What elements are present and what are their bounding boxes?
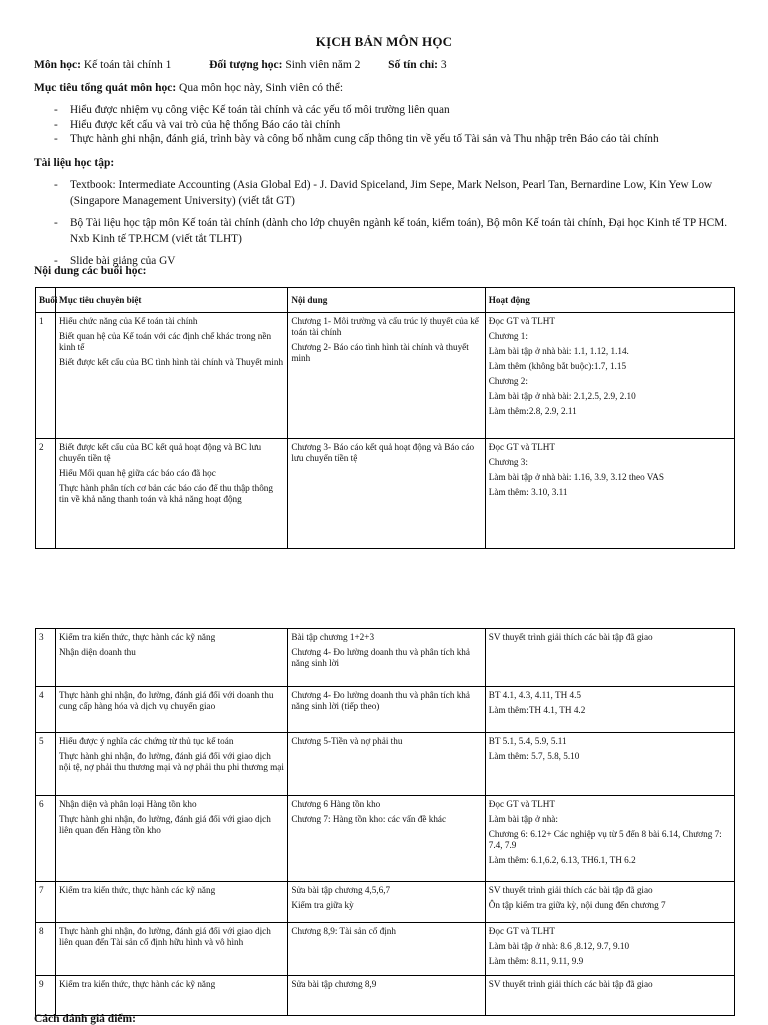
table-row — [36, 733, 735, 796]
activity-line: SV thuyết trình giải thích các bài tập đã giao — [488, 632, 653, 642]
activity-line: Đọc GT và TLHT — [488, 926, 556, 936]
activity-line: Đọc GT và TLHT — [488, 442, 556, 452]
goal-item: - Hiểu được nhiệm vụ công việc Kế toán tài chính và các yếu tố môi trường liên quan — [70, 103, 659, 118]
activity-line: Chương 6: 6.12+ Các nghiệp vụ từ 5 đến 8 bài 6.14, Chương 7: 7.4, 7.9 — [488, 829, 722, 850]
header-objective: Mục tiêu chuyên biệt — [56, 288, 288, 313]
activity-line: Làm bài tập ở nhà bài: 2.1,2.5, 2.9, 2.10 — [488, 391, 636, 401]
objective-line: Thực hành ghi nhận, đo lường, đánh giá đối với giao dịch liên quan đến Hàng tồn kho — [59, 814, 271, 835]
objective-line: Biết được kết cấu của BC kết quả hoạt động và BC lưu chuyển tiền tệ — [59, 442, 262, 463]
material-item: - Slide bài giảng của GV — [70, 253, 740, 269]
sessions-label: Nội dung các buổi học: — [34, 265, 147, 277]
content-cell — [288, 313, 485, 439]
header-activity: Hoạt động — [485, 288, 734, 313]
table-row — [36, 313, 735, 439]
materials-heading — [34, 157, 114, 169]
activity-line: Chương 2: — [488, 376, 528, 386]
audience-label: Đối tượng học — [209, 59, 279, 71]
goals-label: Mục tiêu tổng quát môn học: — [34, 82, 177, 94]
activity-cell — [485, 687, 734, 733]
activity-cell — [485, 313, 734, 439]
credits-value: 3 — [440, 59, 447, 71]
activity-line: SV thuyết trình giải thích các bài tập đã giao — [488, 885, 653, 895]
activity-line: Đọc GT và TLHT — [488, 316, 556, 326]
table-row — [36, 882, 735, 923]
subject-label: Môn học — [34, 59, 78, 71]
activity-line: Chương 3: — [488, 457, 528, 467]
session-number: 6 — [36, 796, 56, 882]
objective-line: Thực hành ghi nhận, đo lường, đánh giá đối với giao dịch liên quan đến Tài sản cố định hữu hình và vô hình — [59, 926, 271, 947]
subject-value: Kế toán tài chính 1 — [83, 59, 172, 71]
content-line: Chương 7: Hàng tồn kho: các vấn đề khác — [291, 814, 447, 824]
activity-line: Làm bài tập ở nhà bài: 1.1, 1.12, 1.14. — [488, 346, 629, 356]
activity-cell — [485, 439, 734, 549]
table-header-row — [36, 288, 735, 313]
activity-line: BT 5.1, 5.4, 5.9, 5.11 — [488, 736, 567, 746]
goals-line — [34, 82, 343, 94]
content-cell — [288, 733, 485, 796]
activity-line: Ôn tập kiểm tra giữa kỳ, nội dung đến chương 7 — [488, 900, 666, 910]
goal-item: - Hiểu được kết cấu và vai trò của hệ thống Báo cáo tài chính — [70, 118, 659, 133]
activity-line: Làm thêm:TH 4.1, TH 4.2 — [488, 705, 586, 715]
table-row — [36, 796, 735, 882]
session-number: 4 — [36, 687, 56, 733]
session-number: 5 — [36, 733, 56, 796]
objective-line: Thực hành ghi nhận, đo lường, đánh giá đối với doanh thu cung cấp hàng hóa và dịch vụ chuyển giao — [59, 690, 274, 711]
content-cell — [288, 882, 485, 923]
session-number: 2 — [36, 439, 56, 549]
objective-cell — [56, 733, 288, 796]
objective-line: Thực hành phân tích cơ bản các báo cáo để thu thập thông tin về khả năng thanh toán và khả năng hoạt động — [59, 483, 273, 504]
activity-cell — [485, 796, 734, 882]
goals-list — [70, 103, 659, 147]
content-cell — [288, 629, 485, 687]
header-session: Buổi — [36, 288, 56, 313]
content-line: Chương 2- Báo cáo tình hình tài chính và thuyết minh — [291, 342, 469, 363]
content-cell — [288, 976, 485, 1016]
content-line: Chương 1- Môi trường và cấu trúc lý thuyết của kế toán tài chính — [291, 316, 479, 337]
material-item: - Bộ Tài liệu học tập môn Kế toán tài chính (dành cho lớp chuyên ngành kế toán, kiểm toán), Bộ môn Kế toán tài chính, Đại học Kinh tế TP HCM. Nxb Kinh tế TP.HCM (viết tắt TLHT) — [70, 215, 740, 247]
content-line: Chương 4- Đo lường doanh thu và phân tích khả năng sinh lời (tiếp theo) — [291, 690, 470, 711]
activity-line: Làm bài tập ở nhà: — [488, 814, 558, 824]
table-row — [36, 923, 735, 976]
objective-cell — [56, 313, 288, 439]
activity-cell — [485, 629, 734, 687]
table-row — [36, 629, 735, 687]
activity-cell — [485, 923, 734, 976]
objective-line: Biết quan hệ của Kế toán với các định chế khác trong nền kinh tế — [59, 331, 272, 352]
activity-cell — [485, 976, 734, 1016]
objective-line: Hiểu được ý nghĩa các chứng từ thủ tục kế toán — [59, 736, 234, 746]
content-cell — [288, 439, 485, 549]
activity-line: Làm thêm: 3.10, 3.11 — [488, 487, 568, 497]
content-line: Kiểm tra giữa kỳ — [291, 900, 354, 910]
activity-line: Đọc GT và TLHT — [488, 799, 556, 809]
session-number: 7 — [36, 882, 56, 923]
content-line: Bài tập chương 1+2+3 — [291, 632, 375, 642]
material-item: - Textbook: Intermediate Accounting (Asia Global Ed) - J. David Spiceland, Jim Sepe, Mark Nelson, Pearl Tan, Bernardine Low, Kin Yew Low (Singapore Management University) (viết tắt GT) — [70, 177, 740, 209]
objective-cell — [56, 796, 288, 882]
objective-line: Biết được kết cấu của BC tình hình tài chính và Thuyết minh — [59, 357, 284, 367]
objective-line: Hiểu chức năng của Kế toán tài chính — [59, 316, 198, 326]
content-cell — [288, 687, 485, 733]
table-row — [36, 976, 735, 1016]
activity-line: Chương 1: — [488, 331, 528, 341]
page-title: KỊCH BẢN MÔN HỌC — [315, 34, 453, 49]
activity-cell — [485, 733, 734, 796]
content-line: Chương 6 Hàng tồn kho — [291, 799, 381, 809]
activity-line: SV thuyết trình giải thích các bài tập đã giao — [488, 979, 653, 989]
grading-heading: Cách đánh giá điểm: — [34, 1013, 136, 1025]
activity-line: BT 4.1, 4.3, 4.11, TH 4.5 — [488, 690, 581, 700]
objective-cell — [56, 976, 288, 1016]
sessions-heading — [34, 265, 146, 277]
objective-line: Kiểm tra kiến thức, thực hành các kỹ năng — [59, 979, 216, 989]
objective-cell — [56, 882, 288, 923]
activity-line: Làm thêm: 5.7, 5.8, 5.10 — [488, 751, 580, 761]
objective-line: Thực hành ghi nhận, đo lường, đánh giá đối với giao dịch nội tệ, nợ phải thu thương mại và nợ phải thu phi thương mại — [59, 751, 284, 772]
session-number: 9 — [36, 976, 56, 1016]
materials-list — [70, 177, 740, 275]
header-content: Nội dung — [288, 288, 485, 313]
objective-cell — [56, 923, 288, 976]
activity-cell — [485, 882, 734, 923]
schedule-table-bottom — [35, 628, 735, 1016]
materials-label: Tài liệu học tập: — [34, 157, 115, 169]
activity-line: Làm bài tập ở nhà: 8.6 ,8.12, 9.7, 9.10 — [488, 941, 630, 951]
goals-intro: Qua môn học này, Sinh viên có thể: — [179, 82, 344, 94]
course-meta-line: Môn học: Kế toán tài chính 1 Đối tượng học: Sinh viên năm 2 Số tín chỉ: 3 — [34, 59, 447, 71]
objective-line: Kiểm tra kiến thức, thực hành các kỹ năng — [59, 885, 216, 895]
audience-value: Sinh viên năm 2 — [285, 59, 361, 71]
activity-line: Làm thêm (không bắt buộc):1.7, 1.15 — [488, 361, 627, 371]
objective-cell — [56, 687, 288, 733]
content-line: Chương 5-Tiền và nợ phải thu — [291, 736, 403, 746]
content-line: Sửa bài tập chương 4,5,6,7 — [291, 885, 391, 895]
content-line: Chương 8,9: Tài sản cố định — [291, 926, 396, 936]
session-number: 1 — [36, 313, 56, 439]
table-row — [36, 439, 735, 549]
activity-line: Làm thêm:2.8, 2.9, 2.11 — [488, 406, 577, 416]
activity-line: Làm bài tập ở nhà bài: 1.16, 3.9, 3.12 theo VAS — [488, 472, 664, 482]
session-number: 3 — [36, 629, 56, 687]
schedule-table-top — [35, 287, 735, 549]
objective-cell — [56, 439, 288, 549]
objective-line: Hiểu Mối quan hệ giữa các báo cáo đã học — [59, 468, 216, 478]
goal-item: - Thực hành ghi nhận, đánh giá, trình bày và công bố nhằm cung cấp thông tin về yếu tố Tài sản và Thu nhập trên Báo cáo tài chính — [70, 132, 659, 147]
activity-line: Làm thêm: 6.1,6.2, 6.13, TH6.1, TH 6.2 — [488, 855, 636, 865]
activity-line: Làm thêm: 8.11, 9.11, 9.9 — [488, 956, 584, 966]
content-cell — [288, 796, 485, 882]
content-line: Sửa bài tập chương 8,9 — [291, 979, 377, 989]
objective-line: Nhận diện và phân loại Hàng tồn kho — [59, 799, 197, 809]
table-row — [36, 687, 735, 733]
content-line: Chương 4- Đo lường doanh thu và phân tích khả năng sinh lời — [291, 647, 470, 668]
credits-label: Số tín chỉ — [388, 59, 435, 71]
content-line: Chương 3- Báo cáo kết quả hoạt động và Báo cáo lưu chuyển tiền tệ — [291, 442, 475, 463]
objective-line: Nhận diện doanh thu — [59, 647, 136, 657]
content-cell — [288, 923, 485, 976]
session-number: 8 — [36, 923, 56, 976]
objective-cell — [56, 629, 288, 687]
objective-line: Kiểm tra kiến thức, thực hành các kỹ năng — [59, 632, 216, 642]
